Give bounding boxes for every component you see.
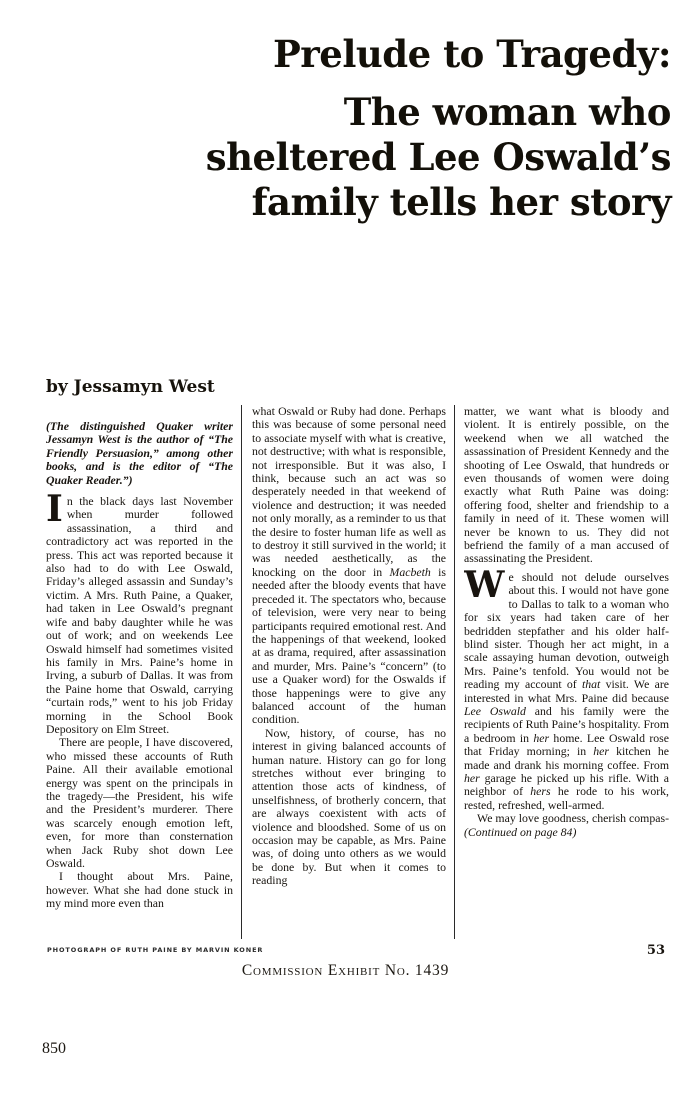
headline-line-2: The woman who [343, 90, 671, 134]
headline-line-3: sheltered Lee Oswald’s [205, 135, 671, 179]
paragraph-continued-note: We may love goodness, cherish compas- (Continued on page 84) [464, 811, 669, 839]
magazine-page-number: 53 [646, 943, 665, 958]
paragraph: Now, history, of course, has no interest in giving balanced accounts of human nature. History can go for long stretches without ever bringing to attention those acts of kindness, of unselfishness, of brotherly concern, that are always coexistent with acts of violence and bloodshed. Some of us on occasion may be capable, as Mrs. Paine was, of doing unto others as we would be done by. But when it comes to reading [252, 725, 446, 888]
column-divider-1 [241, 405, 242, 939]
paragraph: what Oswald or Ruby had done. Perhaps this was because of some personal need to associate myself with what is creative, not destructive; with what is responsible, not irresponsible. But it was also, I think, because such an act was so desperately needed in that weekend of violence and destruction; it was needed not only morally, as a reminder to us that the desire to foster human life as well as to destroy it still survived in the world; it was needed aesthetically, as the knocking on the door in Macbeth is needed after the bloody events that have preceded it. The spectators who, because of television, were very near to being participants required emotional rest. And the happenings of that weekend, looked at as drama, required, after assassination and murder, Mrs. Paine’s “concern” (to use a Quaker word) for the Oswalds if those happenings were to give any balanced account of the human condition. [252, 405, 446, 727]
paragraph: We should not delude ourselves about this. I would not have gone to Dallas to talk to a woman who for six years had taken care of her bedridden stepfather and his older half-blind sister. Though her act might, in a scale assaying human devotion, outweigh Mrs. Paine’s tenfold. You would not be reading my account of that visit. We are interested in what Mrs. Paine did because Lee Oswald and his family were the recipients of Ruth Paine’s hospitality. From a bedroom in her home. Lee Oswald rose that Friday morning; in her kitchen he made and drank his morning coffee. From her garage he picked up his rifle. With a neighbor of hers he rode to his work, rested, refreshed, well-armed. [464, 563, 669, 812]
byline: by Jessamyn West [46, 377, 215, 397]
article-column-2 [252, 405, 446, 942]
article-column-3 [464, 405, 669, 942]
article-headline [111, 32, 671, 225]
paragraph: In the black days last November when murder followed assassination, a third and contradictory act was reported in the press. This act was reported because it also had to do with Lee Oswald, Friday’s alleged assassin and Sunday’s victim. A Mrs. Ruth Paine, a Quaker, had taken in Lee Oswald’s pregnant wife and baby daughter while he was out of work; and on weekends Lee Oswald himself had sometimes visited his family in Mrs. Paine’s home in Irving, a suburb of Dallas. It was from the Paine home that Oswald, carrying “curtain rods,” went to his job Friday morning in the School Book Depository on Elm Street. [46, 488, 233, 736]
paragraph: matter, we want what is bloody and violent. It is entirely possible, on the weekend when we all watched the assassination of President Kennedy and the shooting of Lee Oswald, that hundreds or even thousands of women were doing exactly what Ruth Paine was doing: offering food, shelter and friendship to a family in need of it. These women will never be known to us. They did not befriend the family of a man accused of assassinating the President. [464, 405, 669, 566]
editor-note: (The distinguished Quaker writer Jessamyn West is the author of “The Friendly Persuasion,” among other books, and is the editor of “The Quaker Reader.”) [46, 420, 233, 487]
paragraph: I thought about Mrs. Paine, however. What she had done stuck in my mind more even than [46, 869, 233, 911]
headline-line-4: family tells her story [251, 180, 671, 224]
volume-folio-number: 850 [42, 1040, 66, 1057]
exhibit-caption: Commission Exhibit No. 1439 [241, 962, 450, 979]
photo-credit: PHOTOGRAPH OF RUTH PAINE BY MARVIN KONER [47, 946, 264, 954]
article-column-1 [46, 420, 233, 942]
column-divider-2 [454, 405, 455, 939]
headline-line-1: Prelude to Tragedy: [272, 32, 671, 76]
paragraph: There are people, I have discovered, who missed these accounts of Ruth Paine. All their available emotional energy was spent on the principals in the tragedy—the President, his wife and the President’s murderer. There was scarcely enough emotion left, even, for more than consternation when Jack Ruby shot down Lee Oswald. [46, 735, 233, 870]
